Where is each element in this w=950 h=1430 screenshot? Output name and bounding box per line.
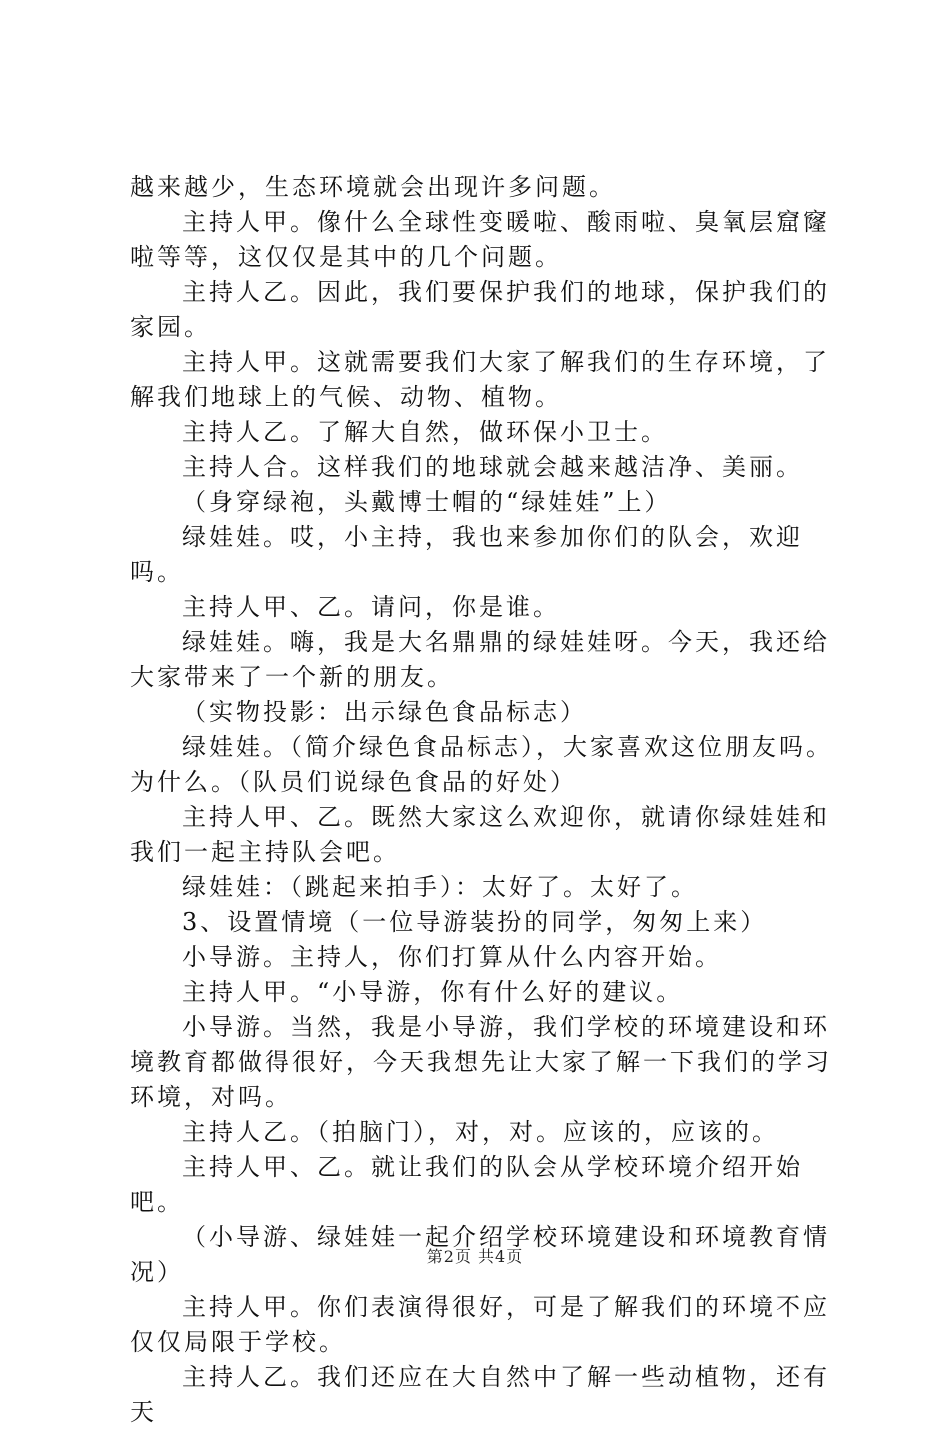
paragraph: 绿娃娃：（跳起来拍手）：太好了。太好了。 (182, 873, 698, 901)
paragraph: 主持人甲。这就需要我们大家了解我们的生存环境，了解我们地球上的气候、动物、植物。 (130, 348, 830, 411)
paragraph: 主持人甲、乙。既然大家这么欢迎你，就请你绿娃娃和我们一起主持队会吧。 (130, 803, 830, 866)
paragraph: 主持人乙。我们还应在大自然中了解一些动植物，还有天 (130, 1363, 830, 1426)
paragraph: （小导游、绿娃娃一起介绍学校环境建设和环境教育情况） (130, 1223, 830, 1286)
paragraph: 3、设置情境（一位导游装扮的同学，匆匆上来） (182, 908, 768, 936)
paragraph: 越来越少，生态环境就会出现许多问题。 (130, 173, 616, 201)
paragraph: 主持人甲。你们表演得很好，可是了解我们的环境不应仅仅局限于学校。 (130, 1293, 830, 1356)
page-footer: 第2页 共4页 (426, 1247, 524, 1266)
paragraph: 绿娃娃。嗨，我是大名鼎鼎的绿娃娃呀。今天，我还给大家带来了一个新的朋友。 (130, 628, 830, 691)
paragraph: 绿娃娃。（简介绿色食品标志），大家喜欢这位朋友吗。为什么。（队员们说绿色食品的好处） (130, 733, 833, 796)
paragraph: 主持人乙。了解大自然，做环保小卫士。 (182, 418, 668, 446)
paragraph: 主持人乙。（拍脑门），对，对。应该的，应该的。 (182, 1118, 779, 1146)
document-body (130, 170, 835, 1430)
paragraph: 小导游。主持人，你们打算从什么内容开始。 (182, 943, 722, 971)
paragraph: 主持人甲、乙。请问，你是谁。 (182, 593, 560, 621)
paragraph: 绿娃娃。哎，小主持，我也来参加你们的队会，欢迎吗。 (130, 523, 803, 586)
paragraph: 主持人甲。像什么全球性变暖啦、酸雨啦、臭氧层窟窿啦等等，这仅仅是其中的几个问题。 (130, 208, 830, 271)
paragraph: 主持人甲。“小导游，你有什么好的建议。 (182, 978, 684, 1006)
paragraph: （身穿绿袍，头戴博士帽的“绿娃娃”上） (182, 488, 672, 516)
paragraph: 小导游。当然，我是小导游，我们学校的环境建设和环境教育都做得很好，今天我想先让大家了解一下我们的学习环境，对吗。 (130, 1013, 832, 1111)
paragraph: 主持人甲、乙。就让我们的队会从学校环境介绍开始吧。 (130, 1153, 803, 1216)
paragraph: 主持人合。这样我们的地球就会越来越洁净、美丽。 (182, 453, 803, 481)
paragraph: 主持人乙。因此，我们要保护我们的地球，保护我们的家园。 (130, 278, 830, 341)
paragraph: （实物投影：出示绿色食品标志） (182, 698, 587, 726)
